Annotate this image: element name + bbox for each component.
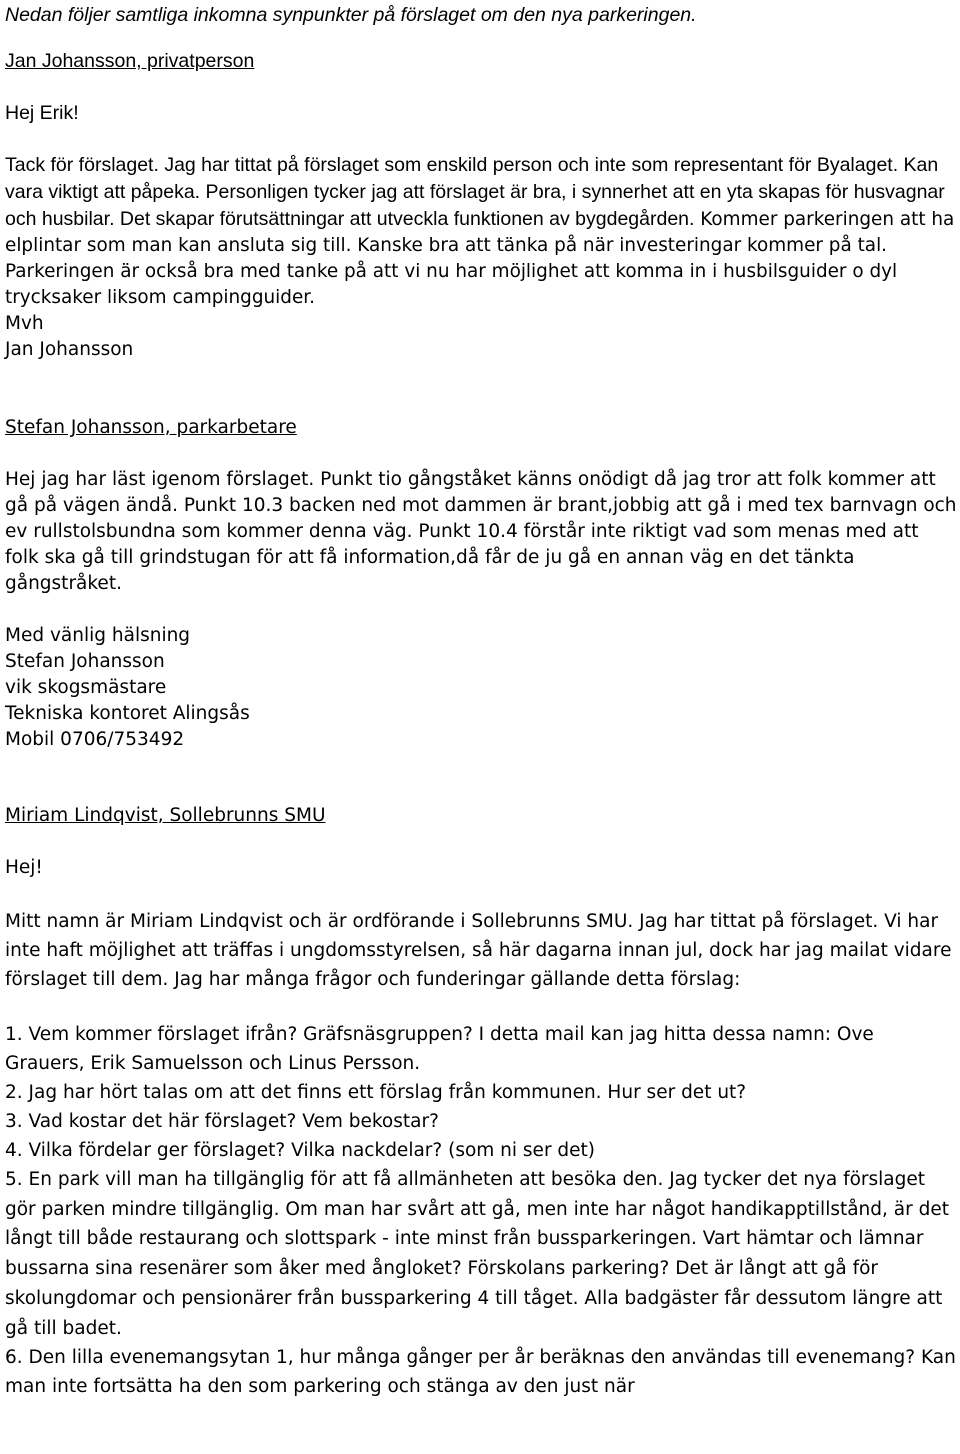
list-item: 3. Vad kostar det här förslaget? Vem bekostar?: [5, 1111, 439, 1132]
signoff-line: Mobil 0706/753492: [5, 729, 185, 750]
body-text-arial: Tack för förslaget. Jag har tittat på förslaget som enskild person och inte som representant för Byalaget. Kan vara viktigt att påpeka. Personligen tycker jag att förslaget är bra, i synnerhet att en yta skapas för husvagnar och husbilar. Det skapar förutsättningar att utveckla funktionen av bygdegården.: [5, 154, 945, 230]
list-item: 2. Jag har hört talas om att det finns ett förslag från kommunen. Hur ser det ut?: [5, 1082, 747, 1103]
section-heading-stefan-johansson: Stefan Johansson, parkarbetare: [5, 417, 297, 438]
spacer: [5, 597, 957, 623]
greeting: Hej Erik!: [5, 102, 79, 124]
spacer: [5, 994, 957, 1020]
section-body: [5, 152, 957, 311]
spacer: [5, 363, 957, 415]
greeting: Hej!: [5, 857, 43, 878]
spacer: [5, 441, 957, 467]
list-item: 4. Vilka fördelar ger förslaget? Vilka nackdelar? (som ni ser det): [5, 1140, 596, 1161]
signoff-line: Stefan Johansson: [5, 651, 165, 672]
list-item: 5. En park vill man ha tillgänglig för att få allmänheten att besöka den. Jag tycker det nya förslaget gör parken mindre tillgänglig. Om man har svårt att gå, men inte har något handikapptillstånd, är det långt till både restaurang och slottspark - inte minst från bussparkeringen. Vart hämtar och lämnar bussarna sina resenärer som åker med ångloket? Förskolans parkering? Det är långt att gå för skolungdomar och pensionärer från bussparkering 4 till tåget. Alla badgäster får dessutom längre att gå till badet.: [5, 1169, 949, 1339]
signoff-line: vik skogsmästare: [5, 677, 167, 698]
intro-text: Nedan följer samtliga inkomna synpunkter på förslaget om den nya parkeringen.: [5, 4, 697, 26]
signoff-line: Med vänlig hälsning: [5, 625, 191, 646]
section-body: Mitt namn är Miriam Lindqvist och är ordförande i Sollebrunns SMU. Jag har tittat på förslaget. Vi har inte haft möjlighet att träffas i ungdomsstyrelsen, så här dagarna innan jul, dock har jag mailat vidare förslaget till dem. Jag har många frågor och funderingar gällande detta förslag:: [5, 911, 952, 990]
section-heading-jan-johansson: Jan Johansson, privatperson: [5, 50, 255, 72]
spacer: [5, 829, 957, 855]
spacer: [5, 753, 957, 803]
signoff-line: Mvh: [5, 313, 44, 334]
section-body: Hej jag har läst igenom förslaget. Punkt tio gångståket känns onödigt då jag tror att folk kommer att gå på vägen ändå. Punkt 10.3 backen ned mot dammen är brant,jobbig att gå i med tex barnvagn och ev rullstolsbundna som kommer denna väg. Punkt 10.4 förstår inte riktigt vad som menas med att folk ska gå till grindstugan för att få information,då får de ju gå en annan väg en det tänkta gångstråket.: [5, 469, 957, 594]
section-heading-miriam-lindqvist: Miriam Lindqvist, Sollebrunns SMU: [5, 805, 326, 826]
body-text-verdana: Kommer parkeringen att ha elplintar som man kan ansluta sig till. Kanske bra att tänka på när investeringar kommer på tal. Parkeringen är också bra med tanke på att vi nu har möjlighet att komma in i husbilsguider o dyl trycksaker liksom campingguider.: [5, 209, 955, 308]
list-item: 1. Vem kommer förslaget ifrån? Gräfsnäsgruppen? I detta mail kan jag hitta dessa namn: Ove Grauers, Erik Samuelsson och Linus Persson.: [5, 1024, 874, 1074]
spacer: [5, 126, 957, 152]
spacer: [5, 881, 957, 907]
signoff-line: Tekniska kontoret Alingsås: [5, 703, 250, 724]
signoff-line: Jan Johansson: [5, 339, 134, 360]
spacer: [5, 74, 957, 100]
document: [5, 2, 957, 1401]
list-item: 6. Den lilla evenemangsytan 1, hur många gånger per år beräknas den användas till evenemang? Kan man inte fortsätta ha den som parkering och stänga av den just när: [5, 1347, 956, 1398]
